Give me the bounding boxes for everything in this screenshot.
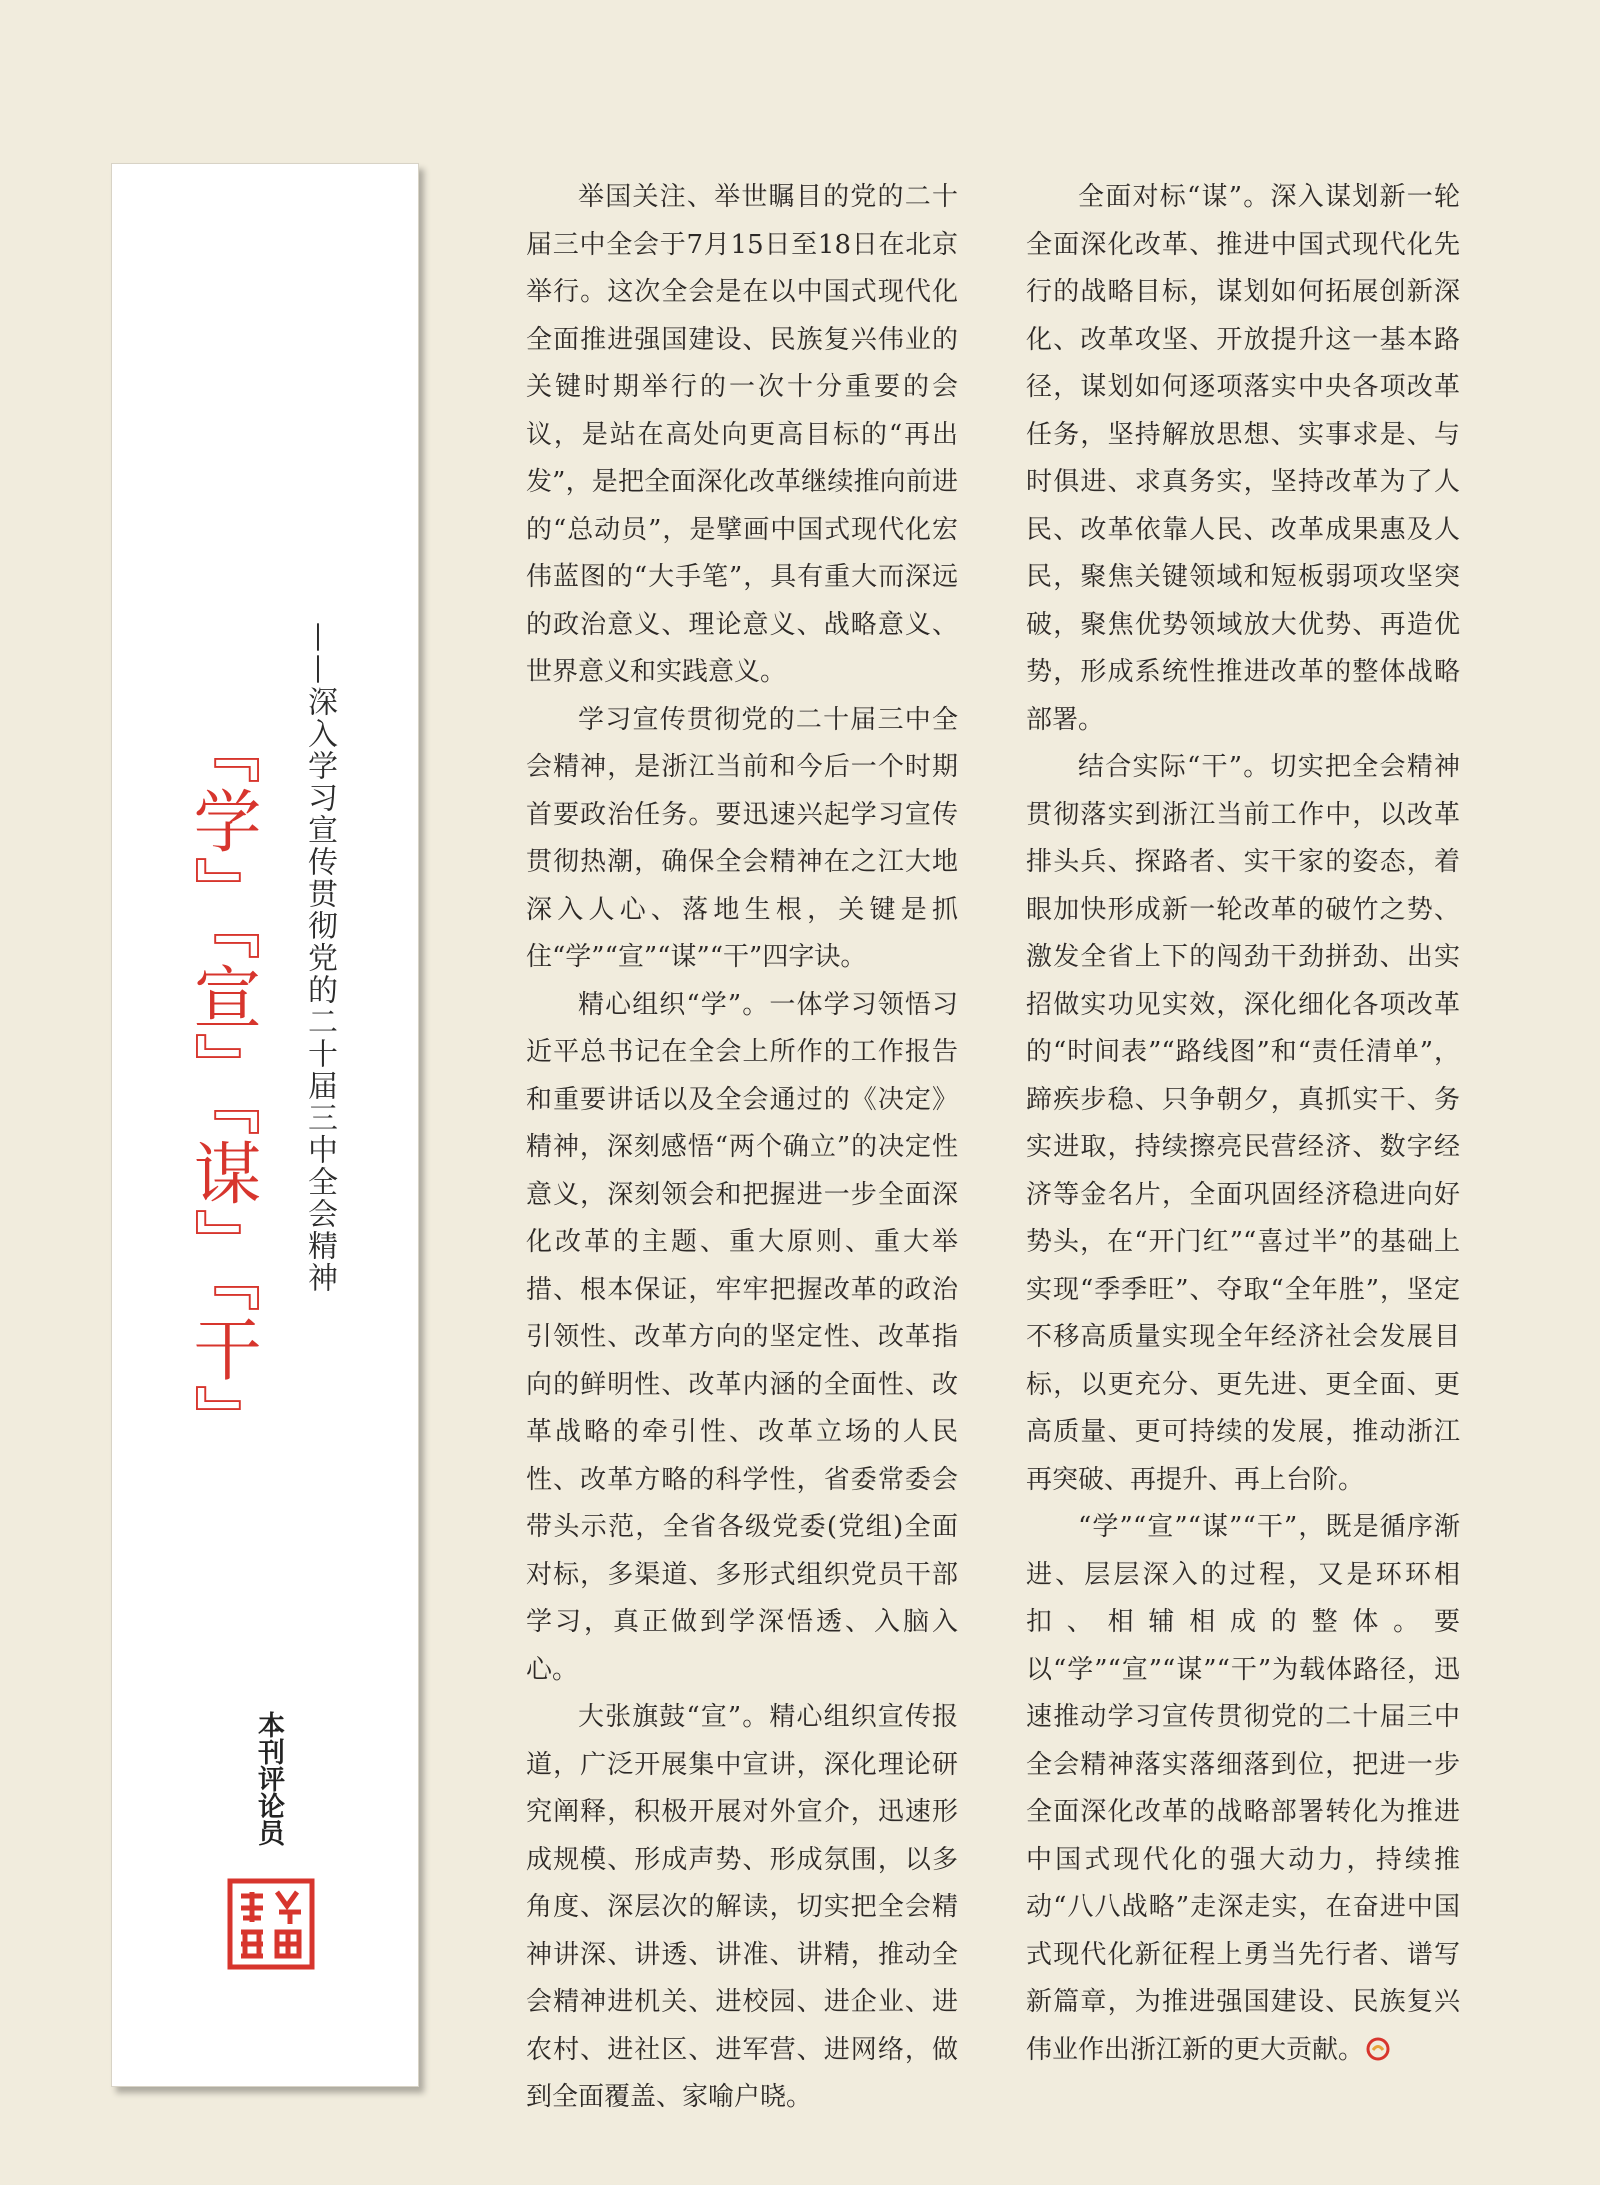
end-mark-icon — [1366, 2037, 1390, 2061]
seal-stamp-icon — [227, 1878, 315, 1970]
article-column-right — [1026, 174, 1460, 2074]
author-byline: 本刊评论员 — [253, 1711, 284, 1846]
paragraph-text: “学”“宣”“谋”“干”，既是循序渐进、层层深入的过程，又是环环相扣、相辅相成的整体。要以“学”“宣”“谋”“干”为载体路径，迅速推动学习宣传贯彻党的二十届三中全会精神落实落细落到位，把进一步全面深化改革的战略部署转化为推进中国式现代化的强大动力，持续推动“八八战略”走深走实，在奋进中国式现代化新征程上勇当先行者、谱写新篇章，为推进强国建设、民族复兴伟业作出浙江新的更大贡献。 — [1026, 1512, 1460, 2065]
paragraph — [1026, 1504, 1460, 2074]
paragraph: 学习宣传贯彻党的二十届三中全会精神，是浙江当前和今后一个时期首要政治任务。要迅速兴起学习宣传贯彻热潮，确保全会精神在之江大地深入人心、落地生根，关键是抓住“学”“宣”“谋”“干”四字诀。 — [526, 704, 958, 972]
paragraph: 结合实际“干”。切实把全会精神贯彻落实到浙江当前工作中，以改革排头兵、探路者、实干家的姿态，着眼加快形成新一轮改革的破竹之势、激发全省上下的闯劲干劲拼劲、出实招做实功见实效，深化细化各项改革的“时间表”“路线图”和“责任清单”，蹄疾步稳、只争朝夕，真抓实干、务实进取，持续擦亮民营经济、数字经济等金名片，全面巩固经济稳进向好势头，在“开门红”“喜过半”的基础上实现“季季旺”、夺取“全年胜”，坚定不移高质量实现全年经济社会发展目标，以更充分、更先进、更全面、更高质量、更可持续的发展，推动浙江再突破、再提升、再上台阶。 — [1026, 752, 1460, 1495]
paragraph: 大张旗鼓“宣”。精心组织宣传报道，广泛开展集中宣讲，深化理论研究阐释，积极开展对外宣介，迅速形成规模、形成声势、形成氛围，以多角度、深层次的解读，切实把全会精神讲深、讲透、讲准、讲精，推动全会精神进机关、进校园、进企业、进农村、进社区、进军营、进网络，做到全面覆盖、家喻户晓。 — [526, 1702, 958, 2112]
paragraph: 举国关注、举世瞩目的党的二十届三中全会于7月15日至18日在北京举行。这次全会是在以中国式现代化全面推进强国建设、民族复兴伟业的关键时期举行的一次十分重要的会议，是站在高处向更高目标的“再出发”，是把全面深化改革继续推向前进的“总动员”，是擘画中国式现代化宏伟蓝图的“大手笔”，具有重大而深远的政治意义、理论意义、战略意义、世界意义和实践意义。 — [526, 182, 958, 687]
article-subtitle: ——深入学习宣传贯彻党的二十届三中全会精神 — [302, 622, 337, 1294]
paragraph: 精心组织“学”。一体学习领悟习近平总书记在全会上所作的工作报告和重要讲话以及全会通过的《决定》精神，深刻感悟“两个确立”的决定性意义，深刻领会和把握进一步全面深化改革的主题、重大原则、重大举措、根本保证，牢牢把握改革的政治引领性、改革方向的坚定性、改革指向的鲜明性、改革内涵的全面性、改革战略的牵引性、改革立场的人民性、改革方略的科学性，省委常委会带头示范，全省各级党委(党组)全面对标，多渠道、多形式组织党员干部学习，真正做到学深悟透、入脑入心。 — [526, 989, 958, 1685]
paragraph: 全面对标“谋”。深入谋划新一轮全面深化改革、推进中国式现代化先行的战略目标，谋划如何拓展创新深化、改革攻坚、开放提升这一基本路径，谋划如何逐项落实中央各项改革任务，坚持解放思想、实事求是、与时俱进、求真务实，坚持改革为了人民、改革依靠人民、改革成果惠及人民，聚焦关键领域和短板弱项攻坚突破，聚焦优势领域放大优势、再造优势，形成系统性推进改革的整体战略部署。 — [1026, 182, 1460, 735]
article-column-left — [526, 174, 958, 2122]
article-title: 『学』『宣』『谋』『干』 — [182, 716, 261, 1454]
